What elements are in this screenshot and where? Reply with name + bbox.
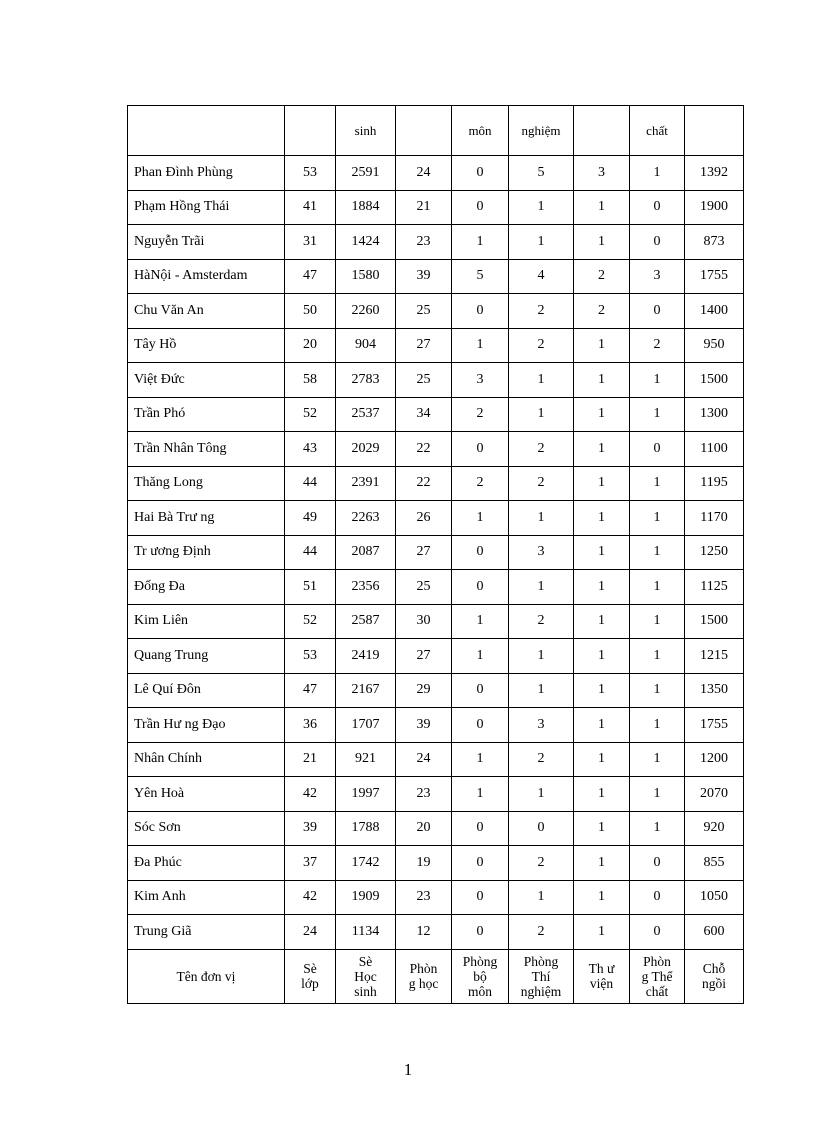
column-header-cell — [509, 949, 574, 1003]
table-row — [128, 190, 744, 225]
value-cell: 1 — [630, 397, 685, 432]
value-cell: 1 — [630, 639, 685, 674]
school-name-cell: Tr ương Định — [128, 535, 285, 570]
column-header-cell — [285, 949, 336, 1003]
column-header-line: Học — [354, 968, 377, 984]
table-row — [128, 328, 744, 363]
school-name-cell: Kim Liên — [128, 604, 285, 639]
value-cell: 1 — [574, 811, 630, 846]
table-row — [128, 432, 744, 467]
value-cell: 0 — [452, 294, 509, 329]
value-cell: 1 — [574, 915, 630, 950]
column-header-line: Phòn — [643, 953, 671, 969]
value-cell: 2537 — [336, 397, 396, 432]
value-cell: 1170 — [685, 501, 744, 536]
value-cell: 3 — [452, 363, 509, 398]
header-cell — [685, 106, 744, 156]
value-cell: 2 — [509, 466, 574, 501]
header-cell — [128, 106, 285, 156]
value-cell: 0 — [452, 432, 509, 467]
column-header-line: g học — [408, 976, 439, 991]
value-cell: 47 — [285, 259, 336, 294]
value-cell: 30 — [396, 604, 452, 639]
value-cell: 2587 — [336, 604, 396, 639]
value-cell: 1 — [509, 190, 574, 225]
value-cell: 2419 — [336, 639, 396, 674]
value-cell: 34 — [396, 397, 452, 432]
value-cell: 1 — [574, 604, 630, 639]
value-cell: 58 — [285, 363, 336, 398]
value-cell: 1 — [574, 225, 630, 260]
column-header-line: nghiệm — [520, 983, 562, 999]
value-cell: 2591 — [336, 156, 396, 191]
value-cell: 3 — [630, 259, 685, 294]
table-row — [128, 466, 744, 501]
school-name-cell: Việt Đức — [128, 363, 285, 398]
value-cell: 3 — [574, 156, 630, 191]
value-cell: 43 — [285, 432, 336, 467]
value-cell: 20 — [285, 328, 336, 363]
value-cell: 3 — [509, 535, 574, 570]
school-name-cell: Kim Anh — [128, 880, 285, 915]
value-cell: 1 — [630, 708, 685, 743]
value-cell: 0 — [452, 708, 509, 743]
value-cell: 855 — [685, 846, 744, 881]
value-cell: 904 — [336, 328, 396, 363]
value-cell: 2 — [574, 294, 630, 329]
value-cell: 1 — [574, 328, 630, 363]
value-cell: 2 — [509, 915, 574, 950]
value-cell: 1 — [574, 673, 630, 708]
header-cell — [285, 106, 336, 156]
value-cell: 1 — [574, 570, 630, 605]
school-statistics-table — [127, 105, 744, 1004]
school-name-cell: Quang Trung — [128, 639, 285, 674]
school-name-cell: Trần Nhân Tông — [128, 432, 285, 467]
value-cell: 1 — [452, 742, 509, 777]
value-cell: 44 — [285, 466, 336, 501]
school-name-cell: Lê Quí Đôn — [128, 673, 285, 708]
header-cell: chất — [630, 106, 685, 156]
table-row — [128, 501, 744, 536]
value-cell: 39 — [396, 708, 452, 743]
value-cell: 950 — [685, 328, 744, 363]
value-cell: 1 — [509, 397, 574, 432]
column-header-line: lớp — [301, 976, 319, 991]
value-cell: 0 — [630, 294, 685, 329]
value-cell: 2 — [509, 742, 574, 777]
value-cell: 2783 — [336, 363, 396, 398]
value-cell: 39 — [396, 259, 452, 294]
value-cell: 1 — [630, 156, 685, 191]
column-header-line: chất — [645, 983, 669, 999]
value-cell: 22 — [396, 432, 452, 467]
value-cell: 21 — [285, 742, 336, 777]
column-header-cell — [574, 949, 630, 1003]
column-header-cell — [396, 949, 452, 1003]
value-cell: 12 — [396, 915, 452, 950]
table-row — [128, 880, 744, 915]
value-cell: 23 — [396, 225, 452, 260]
value-cell: 19 — [396, 846, 452, 881]
value-cell: 29 — [396, 673, 452, 708]
value-cell: 1909 — [336, 880, 396, 915]
value-cell: 42 — [285, 777, 336, 812]
value-cell: 42 — [285, 880, 336, 915]
value-cell: 2263 — [336, 501, 396, 536]
column-header-cell — [336, 949, 396, 1003]
value-cell: 2391 — [336, 466, 396, 501]
value-cell: 5 — [452, 259, 509, 294]
school-name-cell: Phạm Hồng Thái — [128, 190, 285, 225]
value-cell: 0 — [452, 811, 509, 846]
value-cell: 1 — [574, 363, 630, 398]
value-cell: 1 — [574, 466, 630, 501]
value-cell: 1 — [630, 742, 685, 777]
value-cell: 1707 — [336, 708, 396, 743]
column-header-line: Thí — [531, 968, 551, 984]
value-cell: 51 — [285, 570, 336, 605]
value-cell: 0 — [630, 880, 685, 915]
header-cell: nghiệm — [509, 106, 574, 156]
table-row — [128, 673, 744, 708]
value-cell: 1 — [574, 846, 630, 881]
value-cell: 0 — [630, 225, 685, 260]
column-header-row — [128, 949, 744, 1003]
value-cell: 24 — [285, 915, 336, 950]
table-body — [128, 106, 744, 1004]
value-cell: 1100 — [685, 432, 744, 467]
value-cell: 21 — [396, 190, 452, 225]
value-cell: 4 — [509, 259, 574, 294]
value-cell: 1 — [452, 777, 509, 812]
table-row — [128, 259, 744, 294]
value-cell: 20 — [396, 811, 452, 846]
value-cell: 1500 — [685, 604, 744, 639]
value-cell: 1 — [509, 777, 574, 812]
value-cell: 1 — [574, 190, 630, 225]
table-row — [128, 535, 744, 570]
value-cell: 1 — [509, 570, 574, 605]
value-cell: 1 — [630, 570, 685, 605]
value-cell: 41 — [285, 190, 336, 225]
value-cell: 1 — [574, 432, 630, 467]
value-cell: 1742 — [336, 846, 396, 881]
value-cell: 1755 — [685, 708, 744, 743]
column-header-line: Tên đơn vị — [176, 968, 236, 984]
table-row — [128, 846, 744, 881]
value-cell: 2 — [630, 328, 685, 363]
value-cell: 53 — [285, 156, 336, 191]
column-header-line: viện — [589, 976, 614, 991]
column-header-cell — [630, 949, 685, 1003]
column-header-line: bộ — [473, 968, 487, 984]
school-name-cell: Nhân Chính — [128, 742, 285, 777]
value-cell: 2 — [452, 397, 509, 432]
column-header-line: ngồi — [701, 976, 726, 991]
table-row — [128, 708, 744, 743]
value-cell: 1 — [509, 880, 574, 915]
value-cell: 1 — [574, 777, 630, 812]
value-cell: 1 — [509, 501, 574, 536]
value-cell: 1300 — [685, 397, 744, 432]
value-cell: 0 — [452, 570, 509, 605]
value-cell: 0 — [630, 846, 685, 881]
value-cell: 26 — [396, 501, 452, 536]
value-cell: 1 — [452, 501, 509, 536]
value-cell: 24 — [396, 742, 452, 777]
value-cell: 39 — [285, 811, 336, 846]
value-cell: 27 — [396, 535, 452, 570]
value-cell: 1 — [630, 501, 685, 536]
school-name-cell: Tây Hồ — [128, 328, 285, 363]
school-name-cell: Hai Bà Trư ng — [128, 501, 285, 536]
table-row — [128, 570, 744, 605]
value-cell: 0 — [630, 190, 685, 225]
value-cell: 2 — [509, 328, 574, 363]
page-number: 1 — [403, 1060, 413, 1079]
column-header-line: Phòn — [409, 961, 438, 976]
value-cell: 1997 — [336, 777, 396, 812]
school-name-cell: Yên Hoà — [128, 777, 285, 812]
header-cell — [574, 106, 630, 156]
value-cell: 37 — [285, 846, 336, 881]
school-name-cell: Đa Phúc — [128, 846, 285, 881]
value-cell: 873 — [685, 225, 744, 260]
column-header-line: Phòng — [462, 953, 498, 969]
value-cell: 2356 — [336, 570, 396, 605]
value-cell: 1392 — [685, 156, 744, 191]
value-cell: 0 — [452, 535, 509, 570]
value-cell: 5 — [509, 156, 574, 191]
value-cell: 1 — [452, 639, 509, 674]
school-name-cell: Chu Văn An — [128, 294, 285, 329]
value-cell: 1500 — [685, 363, 744, 398]
value-cell: 1580 — [336, 259, 396, 294]
value-cell: 1 — [509, 363, 574, 398]
value-cell: 1 — [509, 639, 574, 674]
value-cell: 2029 — [336, 432, 396, 467]
value-cell: 2 — [452, 466, 509, 501]
value-cell: 2070 — [685, 777, 744, 812]
value-cell: 0 — [452, 673, 509, 708]
value-cell: 1050 — [685, 880, 744, 915]
partial-header-row — [128, 106, 744, 156]
value-cell: 24 — [396, 156, 452, 191]
table-row — [128, 639, 744, 674]
column-header-line: g Thể — [641, 968, 673, 984]
column-header-line: Chỗ — [702, 961, 726, 976]
value-cell: 52 — [285, 604, 336, 639]
value-cell: 2 — [509, 294, 574, 329]
table-row — [128, 777, 744, 812]
value-cell: 1424 — [336, 225, 396, 260]
value-cell: 0 — [452, 880, 509, 915]
school-name-cell: Trần Phó — [128, 397, 285, 432]
table-row — [128, 225, 744, 260]
value-cell: 2 — [509, 846, 574, 881]
school-name-cell: Thăng Long — [128, 466, 285, 501]
value-cell: 22 — [396, 466, 452, 501]
value-cell: 53 — [285, 639, 336, 674]
value-cell: 921 — [336, 742, 396, 777]
table-row — [128, 915, 744, 950]
value-cell: 1 — [630, 363, 685, 398]
table-row — [128, 156, 744, 191]
header-cell — [396, 106, 452, 156]
value-cell: 2087 — [336, 535, 396, 570]
value-cell: 1250 — [685, 535, 744, 570]
value-cell: 1125 — [685, 570, 744, 605]
value-cell: 50 — [285, 294, 336, 329]
value-cell: 1 — [574, 535, 630, 570]
value-cell: 31 — [285, 225, 336, 260]
value-cell: 1 — [574, 880, 630, 915]
value-cell: 1 — [452, 604, 509, 639]
value-cell: 920 — [685, 811, 744, 846]
table-row — [128, 811, 744, 846]
value-cell: 1195 — [685, 466, 744, 501]
value-cell: 27 — [396, 639, 452, 674]
value-cell: 49 — [285, 501, 336, 536]
value-cell: 0 — [630, 915, 685, 950]
table-row — [128, 397, 744, 432]
school-name-cell: Đống Đa — [128, 570, 285, 605]
value-cell: 25 — [396, 294, 452, 329]
value-cell: 1 — [452, 328, 509, 363]
column-header-cell — [452, 949, 509, 1003]
value-cell: 44 — [285, 535, 336, 570]
value-cell: 1 — [574, 708, 630, 743]
value-cell: 23 — [396, 880, 452, 915]
value-cell: 2 — [574, 259, 630, 294]
value-cell: 1 — [574, 742, 630, 777]
school-name-cell: Trung Giã — [128, 915, 285, 950]
table-row — [128, 363, 744, 398]
value-cell: 2 — [509, 604, 574, 639]
school-name-cell: Phan Đình Phùng — [128, 156, 285, 191]
column-header-line: Th ư — [588, 961, 615, 976]
value-cell: 1200 — [685, 742, 744, 777]
value-cell: 36 — [285, 708, 336, 743]
value-cell: 1755 — [685, 259, 744, 294]
value-cell: 2 — [509, 432, 574, 467]
value-cell: 0 — [509, 811, 574, 846]
table-row — [128, 294, 744, 329]
value-cell: 3 — [509, 708, 574, 743]
value-cell: 52 — [285, 397, 336, 432]
value-cell: 47 — [285, 673, 336, 708]
school-name-cell: Trần Hư ng Đạo — [128, 708, 285, 743]
column-header-line: Sè — [358, 953, 373, 969]
school-name-cell: Sóc Sơn — [128, 811, 285, 846]
header-cell: môn — [452, 106, 509, 156]
value-cell: 1884 — [336, 190, 396, 225]
value-cell: 1 — [509, 673, 574, 708]
column-header-line: Phòng — [523, 953, 559, 969]
value-cell: 0 — [452, 156, 509, 191]
header-cell: sinh — [336, 106, 396, 156]
value-cell: 1 — [630, 535, 685, 570]
value-cell: 0 — [630, 432, 685, 467]
table-row — [128, 604, 744, 639]
column-header-cell — [685, 949, 744, 1003]
school-name-cell: HàNội - Amsterdam — [128, 259, 285, 294]
value-cell: 1134 — [336, 915, 396, 950]
value-cell: 1 — [509, 225, 574, 260]
table-row — [128, 742, 744, 777]
value-cell: 1900 — [685, 190, 744, 225]
value-cell: 1 — [630, 673, 685, 708]
value-cell: 27 — [396, 328, 452, 363]
column-header-line: Sè — [303, 961, 317, 976]
value-cell: 23 — [396, 777, 452, 812]
value-cell: 1 — [630, 777, 685, 812]
column-header-cell — [128, 949, 285, 1003]
value-cell: 1 — [630, 466, 685, 501]
value-cell: 25 — [396, 363, 452, 398]
value-cell: 1788 — [336, 811, 396, 846]
column-header-line: môn — [467, 983, 492, 999]
value-cell: 1215 — [685, 639, 744, 674]
value-cell: 1 — [630, 811, 685, 846]
value-cell: 2167 — [336, 673, 396, 708]
value-cell: 1 — [630, 604, 685, 639]
value-cell: 0 — [452, 915, 509, 950]
value-cell: 1 — [574, 639, 630, 674]
value-cell: 1400 — [685, 294, 744, 329]
value-cell: 2260 — [336, 294, 396, 329]
value-cell: 1 — [452, 225, 509, 260]
value-cell: 600 — [685, 915, 744, 950]
value-cell: 25 — [396, 570, 452, 605]
value-cell: 0 — [452, 846, 509, 881]
school-name-cell: Nguyễn Trãi — [128, 225, 285, 260]
value-cell: 1350 — [685, 673, 744, 708]
value-cell: 1 — [574, 501, 630, 536]
column-header-line: sinh — [354, 983, 377, 999]
value-cell: 1 — [574, 397, 630, 432]
value-cell: 0 — [452, 190, 509, 225]
